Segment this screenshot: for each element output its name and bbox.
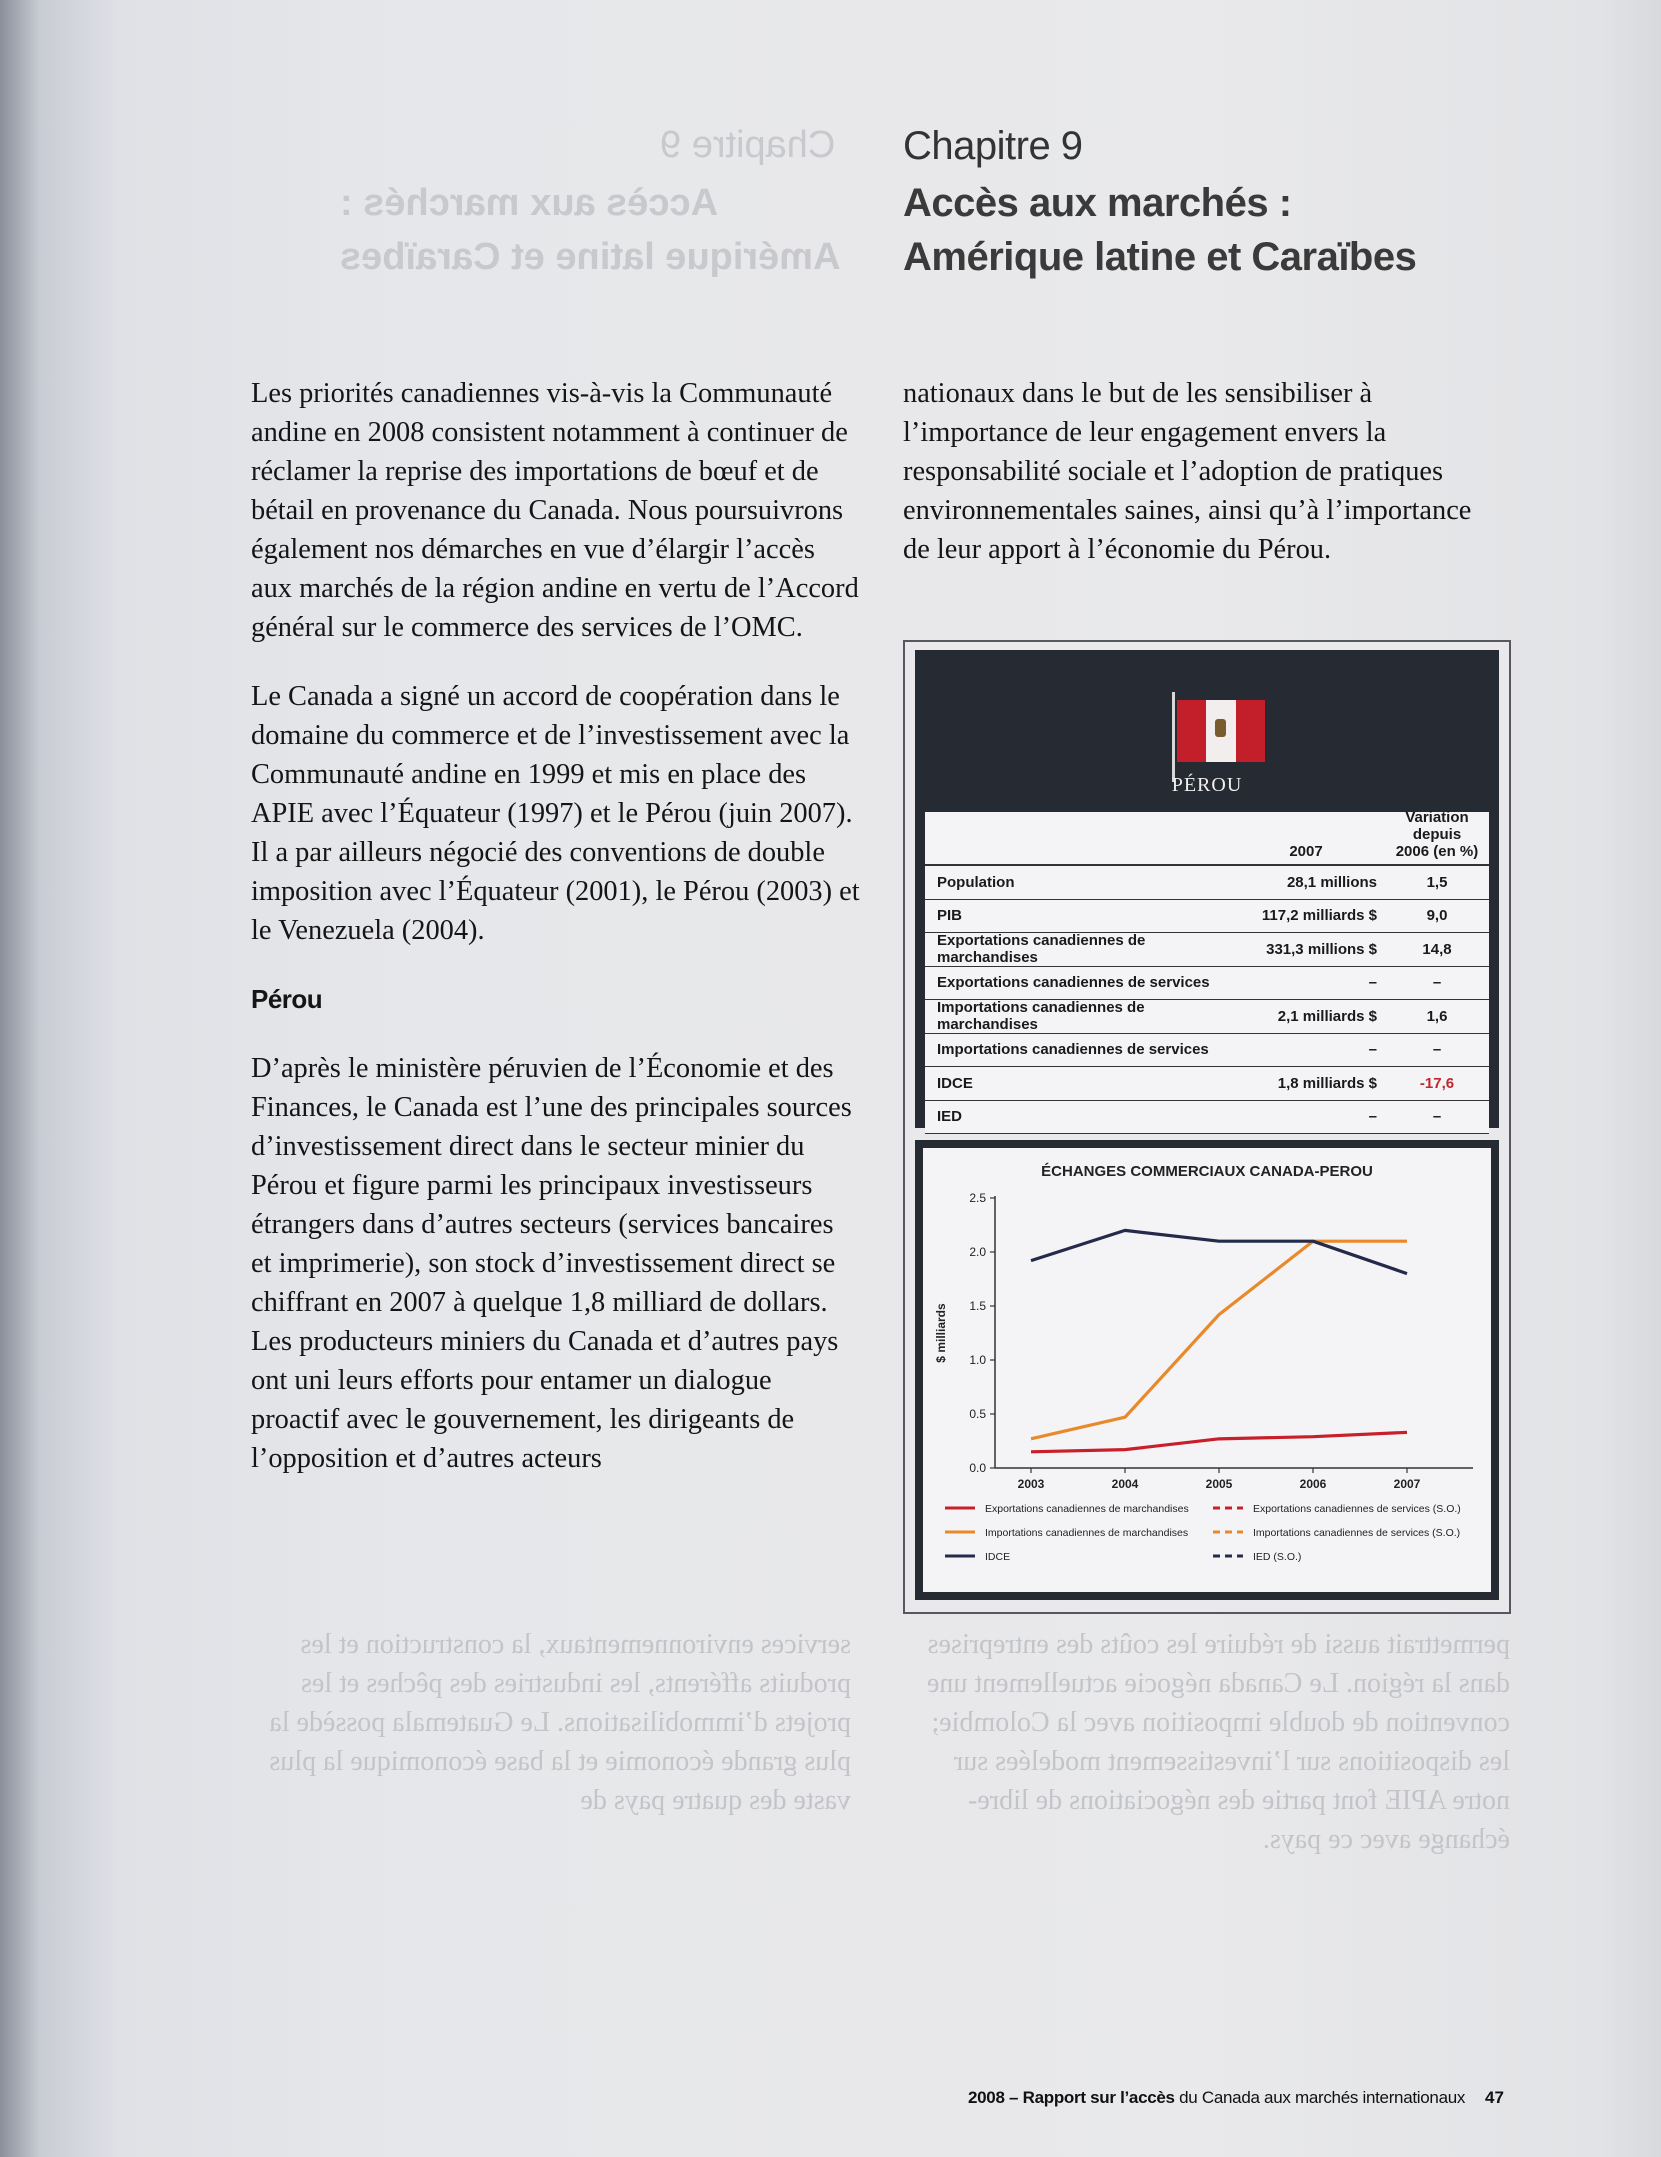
- row-change: –: [1432, 974, 1442, 992]
- row-change: -17,6: [1419, 1074, 1455, 1092]
- footer-title-rest: du Canada aux marchés internationaux: [1174, 2088, 1466, 2107]
- x-tick-label: 2005: [1205, 1477, 1233, 1491]
- chart-title: ÉCHANGES COMMERCIAUX CANADA-PEROU: [1041, 1163, 1373, 1180]
- x-tick-label: 2003: [1017, 1477, 1045, 1491]
- table-row: [925, 933, 1489, 967]
- right-column: [903, 374, 1503, 599]
- show-through-chapter: Chapitre 9: [660, 124, 836, 166]
- y-tick-label: 1.0: [969, 1353, 986, 1367]
- row-value: –: [1368, 1041, 1377, 1059]
- country-name: PÉROU: [1171, 774, 1243, 796]
- chart-box: [915, 1140, 1499, 1600]
- flag-stripe: [1236, 700, 1265, 762]
- left-column: [251, 374, 861, 1508]
- show-through-body: permettrait aussi de réduire les coûts des entreprises dans la région. Le Canada négocie actuellement une convention de double imposition avec la Colombie; les dispositions sur l’investissement modelées sur notre APIE font partie des négociations de libre-échange avec ce pays.: [926, 1629, 1510, 1855]
- row-change: –: [1432, 1108, 1442, 1126]
- series-line: [1031, 1241, 1407, 1439]
- country-panel: [903, 640, 1511, 1614]
- row-change: 14,8: [1422, 940, 1452, 958]
- table-row: [925, 900, 1489, 934]
- section-heading: Pérou: [251, 984, 323, 1014]
- row-label: Exportations canadiennes de services: [937, 974, 1210, 992]
- row-label: Population: [937, 873, 1015, 891]
- show-through-title: Accès aux marchés : Amérique latine et Caraïbes: [340, 182, 841, 278]
- row-change: 1,6: [1426, 1007, 1448, 1025]
- paragraph: Les priorités canadiennes vis-à-vis la Communauté andine en 2008 consistent notamment à continuer de réclamer la reprise des importations de bœuf et de bétail en provenance du Canada. Nous poursuivrons également nos démarches en vue d’élargir l’accès aux marchés de la région andine en vertu de l’Accord général sur le commerce des services de l’OMC.: [251, 378, 859, 643]
- legend-label: IDCE: [985, 1551, 1011, 1563]
- legend-label: Importations canadiennes de marchandises: [985, 1527, 1189, 1539]
- table-body: [925, 866, 1489, 1134]
- legend-label: Exportations canadiennes de marchandises: [985, 1503, 1189, 1515]
- row-label: PIB: [937, 907, 963, 925]
- y-tick-label: 2.0: [969, 1245, 986, 1259]
- paragraph: nationaux dans le but de les sensibiliser à l’importance de leur engagement envers la responsabilité sociale et l’adoption de pratiques environnementales saines, ainsi qu’à l’importance de leur apport à l’économie du Pérou.: [903, 378, 1472, 565]
- row-value: 331,3 millions $: [1266, 940, 1377, 958]
- peru-flag-icon: [1177, 700, 1265, 762]
- show-through-body-left: services environnementaux, la construction et les produits afférents, les industries des pêches et les projets d’immobilisations. Le Guatemala possède la plus grande économie et la base économique la plus vaste des quatre pays de: [269, 1629, 851, 1816]
- row-label: Exportations canadiennes de marchandises: [937, 932, 1146, 967]
- table-row: [925, 1000, 1489, 1034]
- footer-report-title: [968, 2088, 1465, 2108]
- legend-label: Exportations canadiennes de services (S.O.): [1253, 1503, 1461, 1515]
- trade-line-chart: [923, 1148, 1491, 1592]
- legend-label: IED (S.O.): [1253, 1551, 1302, 1563]
- footer-title-bold: Rapport sur l’accès: [1022, 2088, 1175, 2107]
- paragraph: D’après le ministère péruvien de l’Économie et des Finances, le Canada est l’une des principales sources d’investissement direct dans le secteur minier du Pérou et figure parmi les principaux investisseurs étrangers dans d’autres secteurs (services bancaires et imprimerie), son stock d’investissement direct se chiffrant en 2007 à quelque 1,8 milliard de dollars. Les producteurs miniers du Canada et d’autres pays ont uni leurs efforts pour entamer un dialogue proactif avec le gouvernement, les dirigeants de l’opposition et d’autres acteurs: [251, 1053, 852, 1474]
- row-value: 28,1 millions: [1286, 873, 1377, 891]
- row-value: –: [1368, 974, 1377, 992]
- y-axis-label: $ milliards: [934, 1303, 948, 1363]
- row-value: 117,2 milliards $: [1261, 907, 1377, 925]
- x-tick-label: 2004: [1111, 1477, 1139, 1491]
- row-label: Importations canadiennes de marchandises: [937, 999, 1145, 1034]
- col-change: [1385, 809, 1489, 860]
- x-tick-label: 2007: [1393, 1477, 1421, 1491]
- table-header: [925, 809, 1489, 866]
- row-change: –: [1432, 1041, 1442, 1059]
- col-change-line2: 2006 (en %): [1395, 843, 1479, 860]
- row-label: IDCE: [937, 1074, 973, 1092]
- footer-year: 2008 –: [968, 2088, 1023, 2107]
- col-year: 2007: [1289, 843, 1323, 860]
- row-change: 9,0: [1426, 907, 1448, 925]
- y-tick-label: 1.5: [969, 1299, 986, 1313]
- row-value: 1,8 milliards $: [1277, 1074, 1377, 1092]
- page-number: 47: [1485, 2088, 1504, 2107]
- flag-pole: [1172, 692, 1175, 782]
- row-label: Importations canadiennes de services: [937, 1041, 1209, 1059]
- table-row: [925, 866, 1489, 900]
- chapter-number: Chapitre 9: [903, 124, 1083, 168]
- table-row: [925, 1034, 1489, 1068]
- series-line: [1031, 1432, 1407, 1451]
- col-change-line1: Variation depuis: [1405, 809, 1469, 843]
- paragraph: Le Canada a signé un accord de coopération dans le domaine du commerce et de l’investissement avec la Communauté andine en 1999 et mis en place des APIE avec l’Équateur (1997) et le Pérou (juin 2007). Il a par ailleurs négocié des conventions de double imposition avec l’Équateur (2001), le Pérou (2003) et le Venezuela (2004).: [251, 681, 860, 946]
- country-stats-table: [925, 809, 1489, 1134]
- chart-area: [923, 1148, 1491, 1592]
- flag-stripe: [1177, 700, 1206, 762]
- chapter-title-line2: Amérique latine et Caraïbes: [903, 235, 1417, 279]
- series-line: [1031, 1230, 1407, 1273]
- x-tick-label: 2006: [1299, 1477, 1327, 1491]
- row-label: IED: [937, 1108, 963, 1126]
- country-facts-box: [915, 650, 1499, 1128]
- chapter-title: [903, 176, 1416, 284]
- flag-stripe: [1206, 700, 1235, 762]
- table-row: [925, 967, 1489, 1001]
- row-value: 2,1 milliards $: [1277, 1007, 1377, 1025]
- y-tick-label: 2.5: [969, 1191, 986, 1205]
- table-row: [925, 1067, 1489, 1101]
- row-change: 1,5: [1426, 873, 1448, 891]
- legend-label: Importations canadiennes de services (S.O.): [1253, 1527, 1461, 1539]
- row-value: –: [1368, 1108, 1377, 1126]
- table-row: [925, 1101, 1489, 1135]
- y-tick-label: 0.5: [969, 1407, 986, 1421]
- chapter-title-line1: Accès aux marchés :: [903, 181, 1292, 225]
- y-tick-label: 0.0: [969, 1461, 986, 1475]
